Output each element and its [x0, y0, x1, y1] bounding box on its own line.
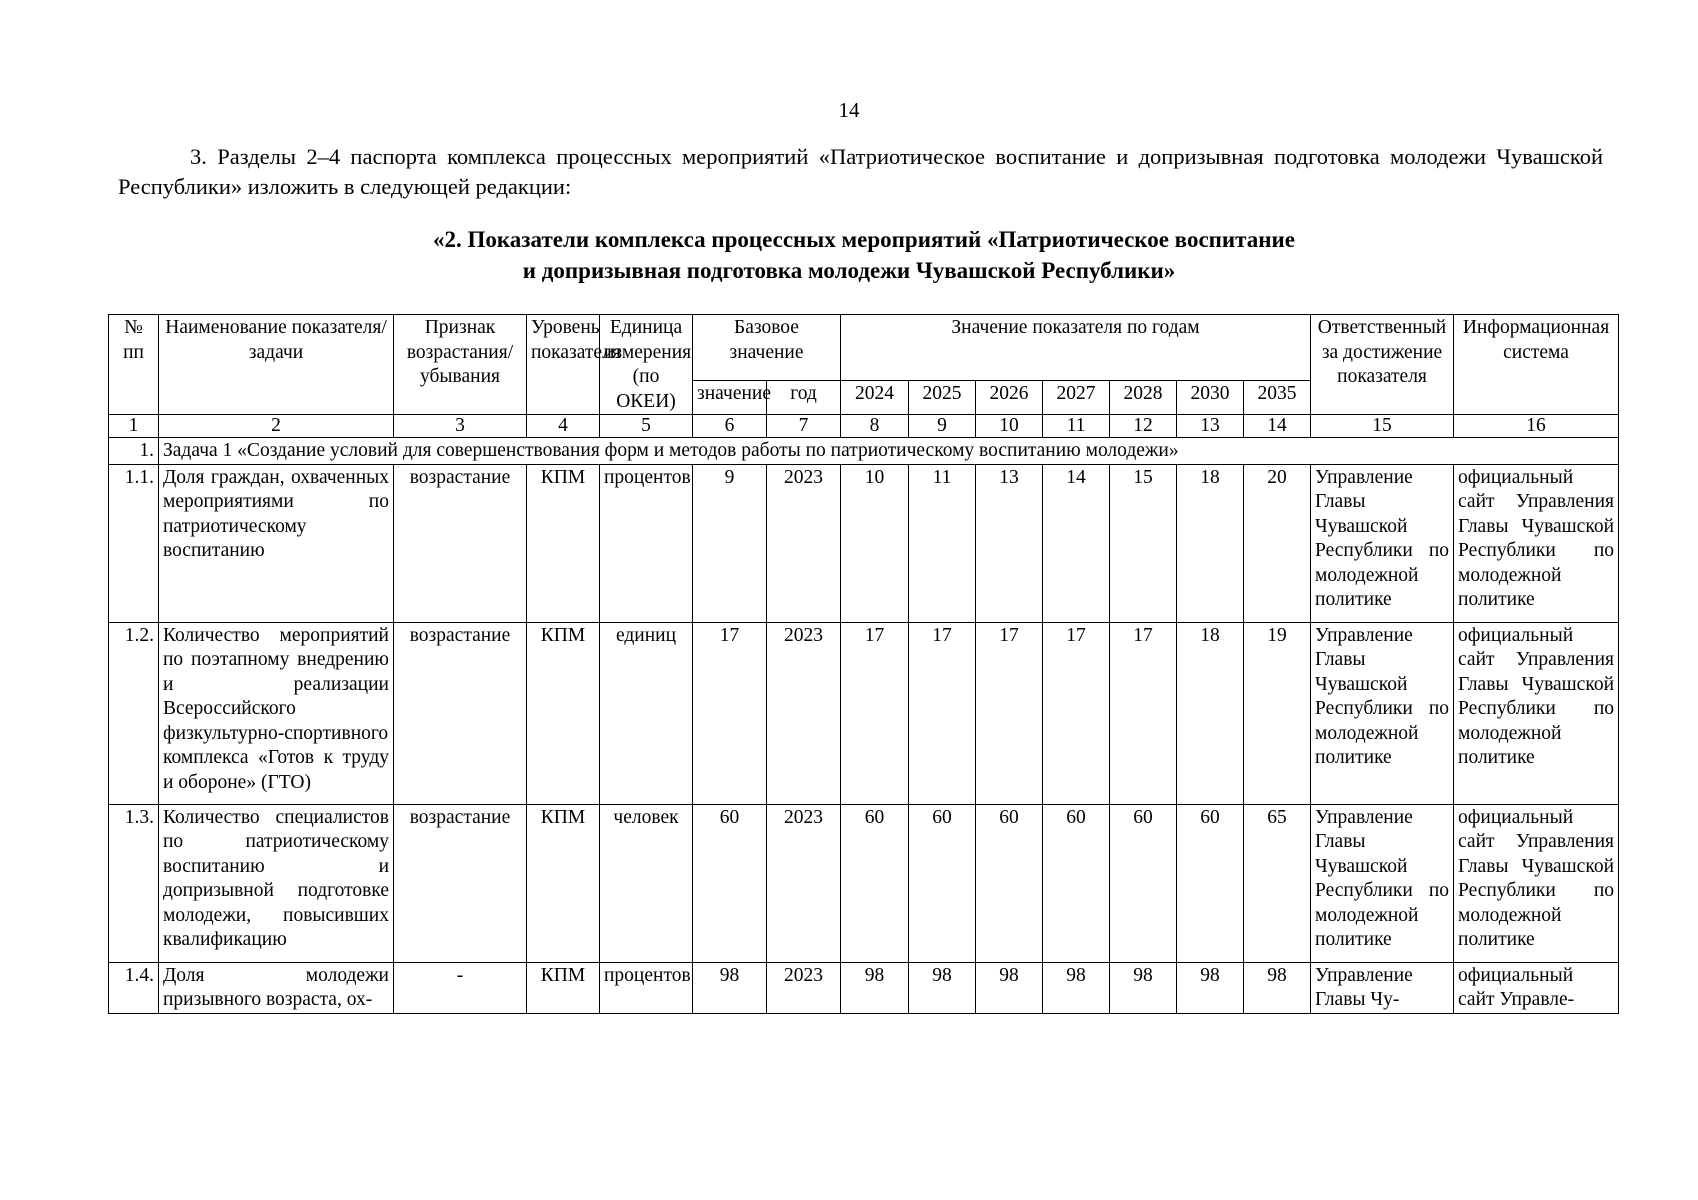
indicator-level: КПМ	[527, 962, 600, 1013]
year-value: 60	[1177, 804, 1244, 962]
trend-sign: возрастание	[394, 622, 527, 804]
table-row	[109, 962, 1619, 1013]
column-number: 16	[1454, 415, 1619, 438]
info-system: официальный сайт Управления Главы Чувашской Республики по молодежной политике	[1454, 804, 1619, 962]
page-number: 14	[838, 98, 860, 122]
header-infosystem: Информационная система	[1454, 315, 1619, 415]
year-value: 19	[1244, 622, 1311, 804]
base-year: 2023	[767, 804, 841, 962]
task-text: Задача 1 «Создание условий для совершенствования форм и методов работы по патриотическому воспитанию молодежи»	[159, 438, 1619, 465]
year-value: 98	[909, 962, 976, 1013]
section-heading	[0, 224, 1698, 286]
task-row	[109, 438, 1619, 465]
responsible: Управление Главы Чувашской Республики по молодежной политике	[1311, 464, 1454, 622]
unit: процентов	[600, 962, 693, 1013]
column-number: 1	[109, 415, 159, 438]
column-number: 2	[159, 415, 394, 438]
column-number: 5	[600, 415, 693, 438]
unit: процентов	[600, 464, 693, 622]
row-num: 1.1.	[109, 464, 159, 622]
year-value: 13	[976, 464, 1043, 622]
row-num: 1.2.	[109, 622, 159, 804]
info-system: официальный сайт Управления Главы Чувашской Республики по молодежной политике	[1454, 622, 1619, 804]
year-value: 65	[1244, 804, 1311, 962]
year-value: 10	[841, 464, 909, 622]
responsible: Управление Главы Чу-	[1311, 962, 1454, 1013]
header-year: 2035	[1244, 380, 1311, 414]
base-year: 2023	[767, 464, 841, 622]
column-number: 6	[693, 415, 767, 438]
column-number: 4	[527, 415, 600, 438]
year-value: 17	[841, 622, 909, 804]
base-value: 17	[693, 622, 767, 804]
year-value: 15	[1110, 464, 1177, 622]
table-row	[109, 622, 1619, 804]
year-value: 60	[1110, 804, 1177, 962]
trend-sign: возрастание	[394, 464, 527, 622]
base-year: 2023	[767, 622, 841, 804]
year-value: 98	[1177, 962, 1244, 1013]
column-number: 11	[1043, 415, 1110, 438]
task-num: 1.	[109, 438, 159, 465]
header-year: 2027	[1043, 380, 1110, 414]
column-number: 7	[767, 415, 841, 438]
indicator-name: Количество специалистов по патриотическому воспитанию и допризывной подготовке молодежи, повысивших квалификацию	[159, 804, 394, 962]
header-sign: Признак возрастания/убывания	[394, 315, 527, 415]
responsible: Управление Главы Чувашской Республики по молодежной политике	[1311, 622, 1454, 804]
indicator-level: КПМ	[527, 804, 600, 962]
row-num: 1.4.	[109, 962, 159, 1013]
year-value: 17	[976, 622, 1043, 804]
header-level: Уровень показателя	[527, 315, 600, 415]
year-value: 60	[1043, 804, 1110, 962]
year-value: 98	[1110, 962, 1177, 1013]
column-number: 12	[1110, 415, 1177, 438]
row-num: 1.3.	[109, 804, 159, 962]
table-row	[109, 804, 1619, 962]
year-value: 17	[1110, 622, 1177, 804]
heading-line-1: «2. Показатели комплекса процессных мероприятий «Патриотическое воспитание	[433, 227, 1295, 252]
year-value: 60	[976, 804, 1043, 962]
column-number: 3	[394, 415, 527, 438]
base-value: 60	[693, 804, 767, 962]
column-number: 13	[1177, 415, 1244, 438]
year-value: 60	[841, 804, 909, 962]
year-value: 20	[1244, 464, 1311, 622]
indicator-level: КПМ	[527, 622, 600, 804]
year-value: 18	[1177, 622, 1244, 804]
base-value: 9	[693, 464, 767, 622]
header-unit: Единица измерения (по ОКЕИ)	[600, 315, 693, 415]
column-number: 10	[976, 415, 1043, 438]
column-number: 9	[909, 415, 976, 438]
year-value: 98	[976, 962, 1043, 1013]
trend-sign: -	[394, 962, 527, 1013]
base-value: 98	[693, 962, 767, 1013]
column-numbers-row	[109, 415, 1619, 438]
year-value: 17	[909, 622, 976, 804]
header-year: 2028	[1110, 380, 1177, 414]
year-value: 14	[1043, 464, 1110, 622]
trend-sign: возрастание	[394, 804, 527, 962]
year-value: 18	[1177, 464, 1244, 622]
column-number: 14	[1244, 415, 1311, 438]
header-base: Базовое значение	[693, 315, 841, 381]
header-responsible: Ответственный за достижение показателя	[1311, 315, 1454, 415]
indicator-name: Доля молодежи призывного возраста, ох-	[159, 962, 394, 1013]
header-year: 2030	[1177, 380, 1244, 414]
unit: единиц	[600, 622, 693, 804]
info-system: официальный сайт Управле-	[1454, 962, 1619, 1013]
unit: человек	[600, 804, 693, 962]
heading-line-2: и допризывная подготовка молодежи Чувашской Республики»	[522, 258, 1176, 283]
header-year: 2024	[841, 380, 909, 414]
year-value: 11	[909, 464, 976, 622]
year-value: 98	[1244, 962, 1311, 1013]
indicator-level: КПМ	[527, 464, 600, 622]
indicator-name: Количество мероприятий по поэтапному внедрению и реализации Всероссийского физкультурно-спортивного комплекса «Готов к труду и обороне» (ГТО)	[159, 622, 394, 804]
header-base-year: год	[767, 380, 841, 414]
header-base-value: значение	[693, 380, 767, 414]
year-value: 60	[909, 804, 976, 962]
header-name: Наименование показателя/задачи	[159, 315, 394, 415]
intro-paragraph: 3. Разделы 2–4 паспорта комплекса процессных мероприятий «Патриотическое воспитание и допризывная подготовка молодежи Чувашской Республики» изложить в следующей редакции:	[118, 144, 1603, 199]
year-value: 98	[1043, 962, 1110, 1013]
responsible: Управление Главы Чувашской Республики по молодежной политике	[1311, 804, 1454, 962]
info-system: официальный сайт Управления Главы Чувашской Республики по молодежной политике	[1454, 464, 1619, 622]
header-row-1	[109, 315, 1619, 381]
header-num: № пп	[109, 315, 159, 415]
indicator-name: Доля граждан, охваченных мероприятиями по патриотическому воспитанию	[159, 464, 394, 622]
indicators-table	[108, 314, 1619, 1014]
table-row	[109, 464, 1619, 622]
year-value: 98	[841, 962, 909, 1013]
base-year: 2023	[767, 962, 841, 1013]
header-year: 2025	[909, 380, 976, 414]
column-number: 8	[841, 415, 909, 438]
year-value: 17	[1043, 622, 1110, 804]
column-number: 15	[1311, 415, 1454, 438]
header-year: 2026	[976, 380, 1043, 414]
header-years-group: Значение показателя по годам	[841, 315, 1311, 381]
